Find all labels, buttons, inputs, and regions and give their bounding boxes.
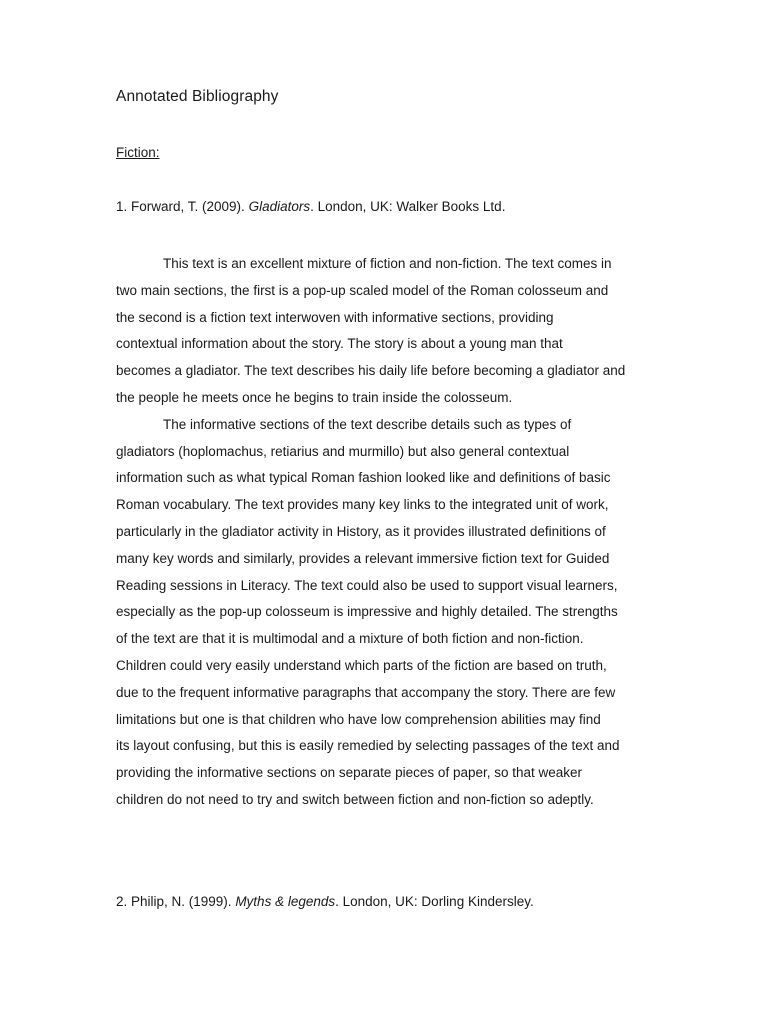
citation-suffix: . London, UK: Dorling Kindersley. [335,894,534,909]
annotation-line: Roman vocabulary. The text provides many key links to the integrated unit of work, [116,497,609,513]
citation-work-title: Gladiators [248,199,311,214]
annotation-line: providing the informative sections on separate pieces of paper, so that weaker [116,765,583,781]
annotation-line: especially as the pop-up colosseum is impressive and highly detailed. The strengths [116,604,618,620]
annotation-line: its layout confusing, but this is easily remedied by selecting passages of the text and [116,738,620,754]
annotation-line: Children could very easily understand which parts of the fiction are based on truth, [116,657,607,673]
annotation-line: information such as what typical Roman fashion looked like and definitions of basic [116,470,611,486]
annotation-body [116,251,656,814]
annotation-paragraph-1 [116,251,656,412]
annotation-line: This text is an excellent mixture of fiction and non-fiction. The text comes in [163,256,612,271]
annotation-line: gladiators (hoplomachus, retiarius and murmillo) but also general contextual [116,443,570,459]
annotation-line: limitations but one is that children who have low comprehension abilities may find [116,711,601,727]
bibliography-entry-1 [116,199,505,214]
citation-work-title: Myths & legends [235,894,336,909]
annotation-line: two main sections, the first is a pop-up scaled model of the Roman colosseum and [116,282,609,298]
annotation-line: due to the frequent informative paragraphs that accompany the story. There are few [116,684,616,700]
annotation-line: particularly in the gladiator activity in History, as it provides illustrated definitions of [116,523,606,539]
annotation-line: contextual information about the story. The story is about a young man that [116,336,563,352]
citation-prefix: 1. Forward, T. (2009). [116,199,249,214]
section-heading-fiction: Fiction: [116,145,160,160]
citation-suffix: . London, UK: Walker Books Ltd. [310,199,506,214]
annotation-paragraph-2 [116,412,656,814]
annotation-line: the people he meets once he begins to train inside the colosseum. [116,389,513,405]
document-title: Annotated Bibliography [116,88,279,105]
annotation-line: The informative sections of the text describe details such as types of [163,416,572,432]
annotation-line: of the text are that it is multimodal and a mixture of both fiction and non-fiction. [116,631,584,647]
bibliography-entry-2 [116,894,534,909]
citation-prefix: 2. Philip, N. (1999). [116,894,236,909]
annotation-line: children do not need to try and switch between fiction and non-fiction so adeptly. [116,791,594,807]
annotation-line: the second is a fiction text interwoven with informative sections, providing [116,309,554,325]
annotation-line: becomes a gladiator. The text describes his daily life before becoming a gladiator and [116,363,626,379]
annotation-line: Reading sessions in Literacy. The text could also be used to support visual learners, [116,577,618,593]
annotation-line: many key words and similarly, provides a relevant immersive fiction text for Guided [116,550,610,566]
